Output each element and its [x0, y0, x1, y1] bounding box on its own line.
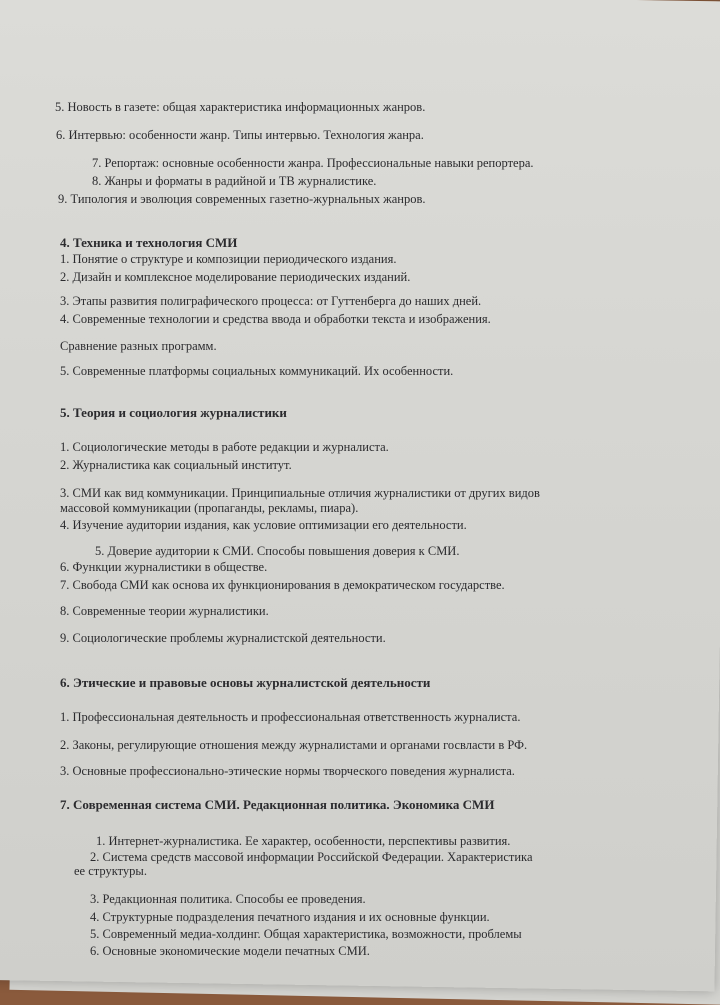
section-heading: 7. Современная система СМИ. Редакционная политика. Экономика СМИ: [60, 797, 495, 812]
text-line: 6. Интервью: особенности жанр. Типы интервью. Технология жанра.: [56, 128, 424, 142]
text-line: 4. Структурные подразделения печатного издания и их основные функции.: [90, 910, 490, 924]
text-line: 9. Социологические проблемы журналистской деятельности.: [60, 631, 386, 645]
text-line: 1. Профессиональная деятельность и профессиональная ответственность журналиста.: [60, 710, 521, 724]
text-line: 7. Свобода СМИ как основа их функционирования в демократическом государстве.: [60, 578, 505, 592]
text-line: 4. Современные технологии и средства ввода и обработки текста и изображения.: [60, 312, 491, 326]
text-line: 5. Современные платформы социальных коммуникаций. Их особенности.: [60, 364, 454, 378]
text-line: 2. Законы, регулирующие отношения между журналистами и органами госвласти в РФ.: [60, 738, 528, 752]
section-heading: 6. Этические и правовые основы журналистской деятельности: [60, 675, 431, 690]
text-line: 1. Социологические методы в работе редакции и журналиста.: [60, 440, 389, 454]
text-line: 6. Основные экономические модели печатных СМИ.: [90, 944, 370, 958]
text-line: массовой коммуникации (пропаганды, рекламы, пиара).: [60, 501, 359, 515]
section-heading: 4. Техника и технология СМИ: [60, 235, 238, 250]
text-line: 4. Изучение аудитории издания, как условие оптимизации его деятельности.: [60, 518, 467, 532]
text-line: 2. Журналистика как социальный институт.: [60, 458, 292, 472]
text-line: 3. Основные профессионально-этические нормы творческого поведения журналиста.: [60, 764, 515, 778]
text-line: Сравнение разных программ.: [60, 339, 217, 353]
text-line: 5. Современный медиа-холдинг. Общая характеристика, возможности, проблемы: [90, 927, 522, 941]
text-line: 6. Функции журналистики в обществе.: [60, 560, 268, 574]
section-heading: 5. Теория и социология журналистики: [60, 405, 287, 420]
text-line: 5. Доверие аудитории к СМИ. Способы повышения доверия к СМИ.: [95, 544, 460, 558]
text-line: 9. Типология и эволюция современных газетно-журнальных жанров.: [58, 192, 426, 206]
text-line: 1. Интернет-журналистика. Ее характер, особенности, перспективы развития.: [96, 834, 511, 848]
text-line: 3. Редакционная политика. Способы ее проведения.: [90, 892, 366, 906]
text-line: 5. Новость в газете: общая характеристика информационных жанров.: [55, 100, 426, 114]
text-line: 8. Жанры и форматы в радийной и ТВ журналистике.: [92, 174, 377, 188]
text-line: 1. Понятие о структуре и композиции периодического издания.: [60, 252, 397, 266]
text-line: 8. Современные теории журналистики.: [60, 604, 269, 618]
text-line: 2. Дизайн и комплексное моделирование периодических изданий.: [60, 270, 411, 284]
text-line: 7. Репортаж: основные особенности жанра. Профессиональные навыки репортера.: [92, 156, 534, 170]
text-line: 2. Система средств массовой информации Российской Федерации. Характеристика: [90, 850, 533, 864]
text-line: ее структуры.: [74, 864, 147, 878]
text-line: 3. Этапы развития полиграфического процесса: от Гуттенберга до наших дней.: [60, 294, 482, 308]
text-line: 3. СМИ как вид коммуникации. Принципиальные отличия журналистики от других видов: [60, 486, 540, 500]
